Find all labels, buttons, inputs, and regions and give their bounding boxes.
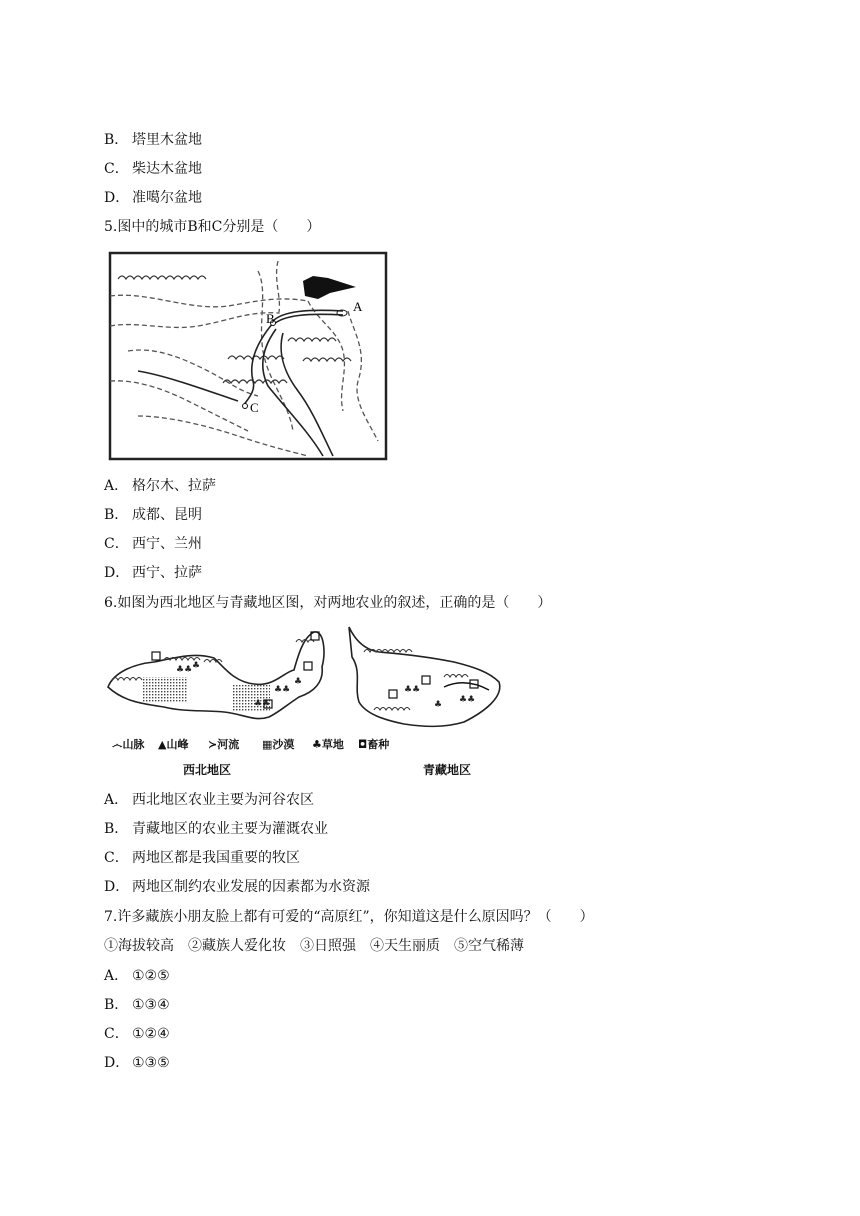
option-text: ①③④ [132, 997, 170, 1013]
q7-option-b: B． ①③④ [104, 997, 170, 1013]
q5-map [108, 251, 388, 461]
svg-text:♣♣: ♣♣ [404, 685, 421, 695]
q5-option-c: C． 西宁、兰州 [104, 536, 202, 552]
legend-livestock: ◘畜种 [358, 738, 390, 751]
option-text: 西北地区农业主要为河谷农区 [132, 792, 314, 808]
grass-icon: ♣ [312, 738, 322, 751]
svg-text:♣♣: ♣♣ [176, 665, 193, 675]
map-label-c: C [250, 400, 259, 415]
option-text: 准噶尔盆地 [132, 190, 202, 206]
q6-option-d: D． 两地区制约农业发展的因素都为水资源 [104, 879, 370, 895]
option-text: 成都、昆明 [132, 507, 202, 523]
peak-icon: ▲ [158, 738, 167, 751]
option-text: 两地区都是我国重要的牧区 [132, 850, 300, 866]
q4-option-c: C． 柴达木盆地 [104, 161, 202, 177]
q4-option-d: D． 准噶尔盆地 [104, 190, 202, 206]
svg-text:♣♣: ♣♣ [274, 685, 291, 695]
mountain-range-icon: ෴ [112, 738, 123, 751]
option-text: 西宁、兰州 [132, 536, 202, 552]
option-text: 两地区制约农业发展的因素都为水资源 [132, 879, 370, 895]
caption-qinghai-tibet: 青藏地区 [423, 763, 472, 777]
q7-choices: ①海拔较高 ②藏族人爱化妆 ③日照强 ④天生丽质 ⑤空气稀薄 [104, 938, 524, 954]
q5-option-a: A． 格尔木、拉萨 [104, 478, 216, 494]
livestock-icon: ◘ [358, 738, 368, 751]
desert-icon: ▦ [262, 738, 273, 751]
option-text: 柴达木盆地 [132, 161, 202, 177]
q7-option-d: D． ①③⑤ [104, 1055, 170, 1071]
svg-text:♣: ♣ [294, 677, 303, 687]
map-label-a: A [353, 299, 363, 314]
svg-text:♣♣: ♣♣ [459, 695, 476, 705]
caption-northwest: 西北地区 [183, 763, 232, 777]
q5-stem: 5.图中的城市B和C分别是（ ） [104, 219, 321, 235]
svg-text:♣: ♣ [192, 661, 201, 671]
option-text: 西宁、拉萨 [132, 565, 202, 581]
q7-option-a: A． ①②⑤ [104, 968, 170, 984]
option-text: ①②⑤ [132, 968, 170, 984]
legend-peak: ▲山峰 [158, 738, 189, 751]
q6-maps [104, 622, 514, 732]
q6-option-b: B． 青藏地区的农业主要为灌溉农业 [104, 821, 328, 837]
q5-option-d: D． 西宁、拉萨 [104, 565, 202, 581]
q4-option-b: B． 塔里木盆地 [104, 132, 202, 148]
option-text: 格尔木、拉萨 [132, 478, 216, 494]
q6-option-c: C． 两地区都是我国重要的牧区 [104, 850, 300, 866]
legend-desert: ▦沙漠 [262, 738, 295, 751]
q5-option-b: B． 成都、昆明 [104, 507, 202, 523]
q7-option-c: C． ①②④ [104, 1026, 170, 1042]
option-text: 青藏地区的农业主要为灌溉农业 [132, 821, 328, 837]
option-text: ①②④ [132, 1026, 170, 1042]
map-label-b: B [266, 311, 275, 326]
legend-grassland: ♣草地 [312, 738, 344, 751]
option-text: ①③⑤ [132, 1055, 170, 1071]
river-icon: ≻ [208, 738, 218, 751]
option-text: 塔里木盆地 [132, 132, 202, 148]
svg-text:♣♣: ♣♣ [254, 699, 271, 709]
q6-stem: 6.如图为西北地区与青藏地区图，对两地农业的叙述，正确的是（ ） [104, 595, 552, 611]
svg-text:♣: ♣ [434, 700, 443, 710]
legend-mountain-range: ෴山脉 [112, 738, 145, 751]
q6-option-a: A． 西北地区农业主要为河谷农区 [104, 792, 314, 808]
legend-river: ≻河流 [208, 738, 240, 751]
q7-stem: 7.许多藏族小朋友脸上都有可爱的“高原红”，你知道这是什么原因吗？（ ） [104, 909, 594, 925]
